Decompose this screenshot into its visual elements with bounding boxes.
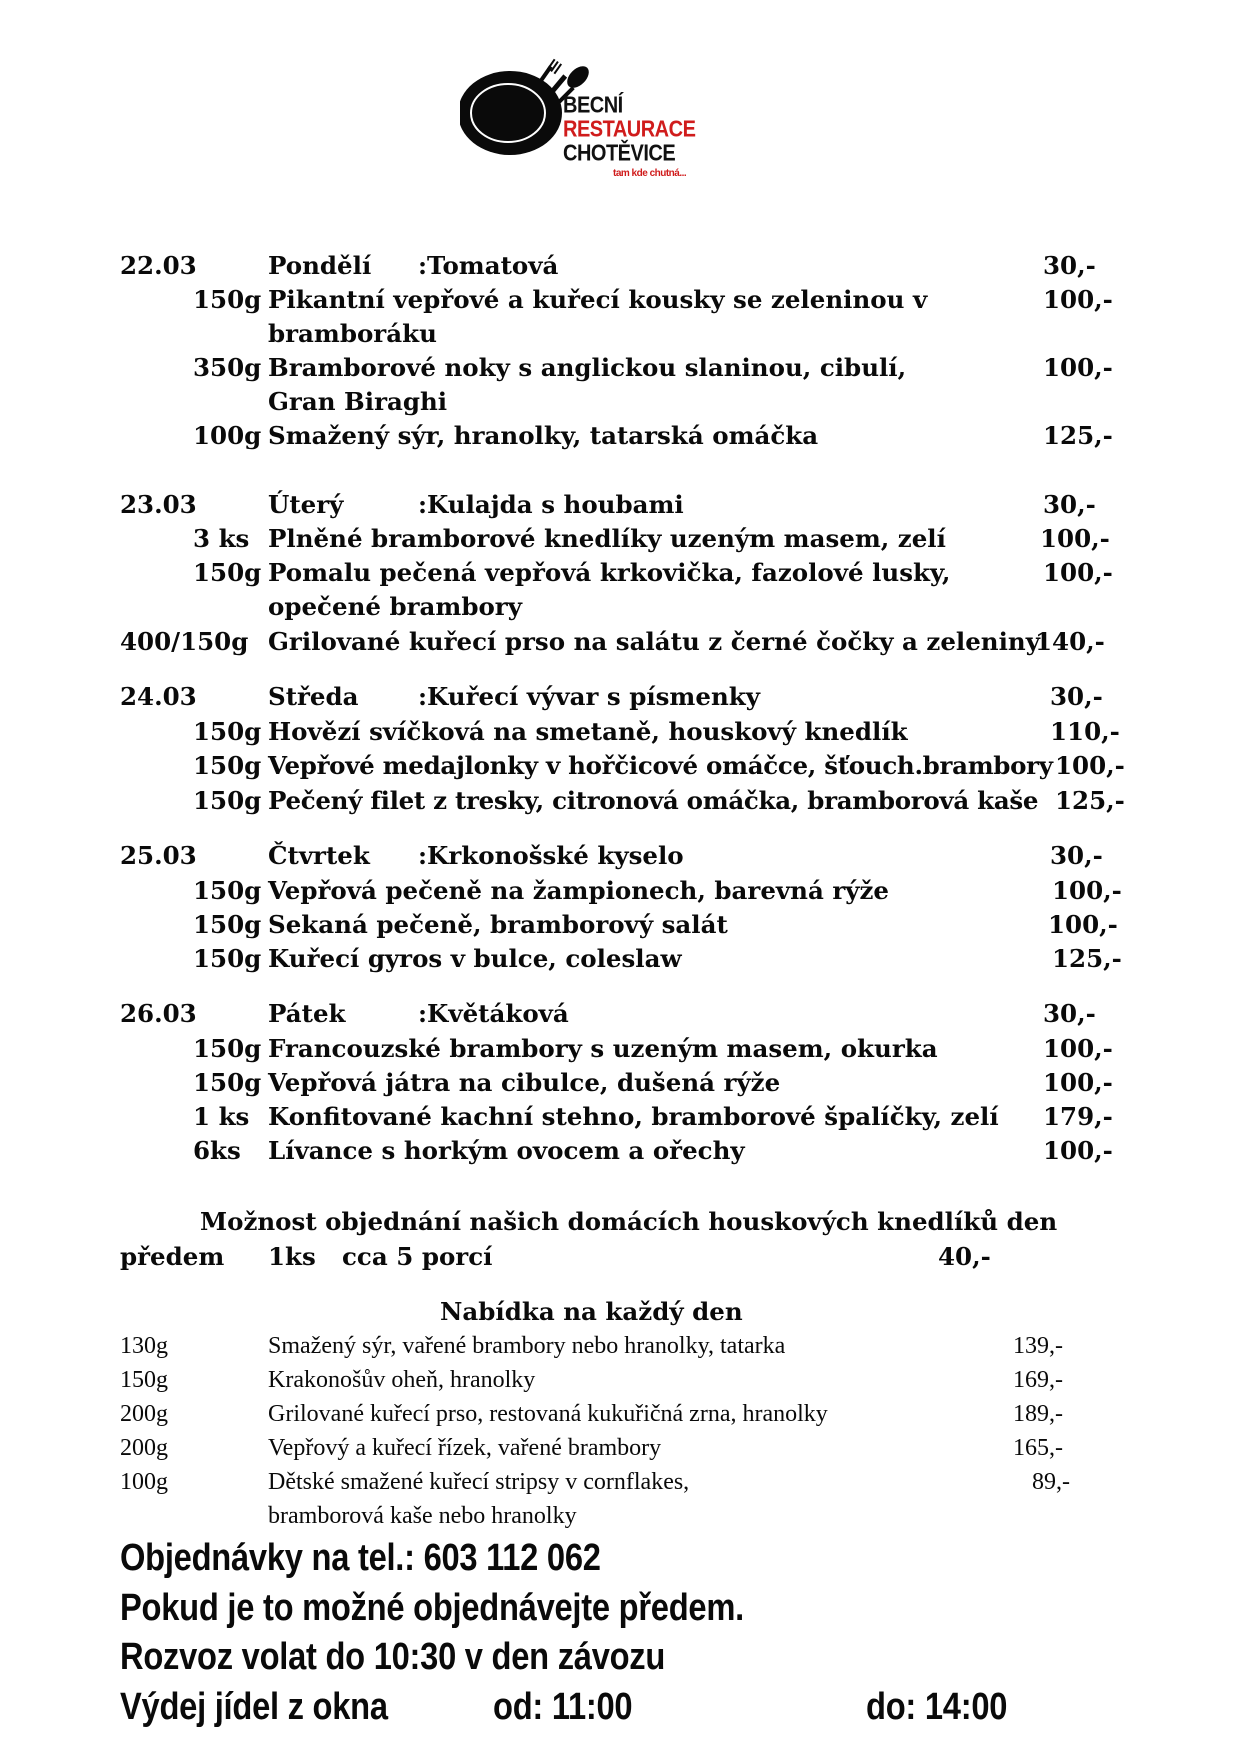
daily-qty: 100g: [120, 1469, 168, 1495]
day-date: 26.03: [120, 999, 197, 1028]
soup-price: 30,-: [1050, 682, 1103, 711]
item-qty: 6ks: [193, 1136, 241, 1165]
item-price: 100,-: [1043, 1068, 1113, 1097]
item-name: Hovězí svíčková na smetaně, houskový knedlík: [268, 717, 908, 746]
item-price: 125,-: [1052, 944, 1122, 973]
day-date: 24.03: [120, 682, 197, 711]
item-qty: 150g: [193, 751, 262, 780]
soup-name: :Květáková: [418, 999, 569, 1028]
item-qty: 150g: [193, 786, 262, 815]
item-price: 100,-: [1040, 524, 1110, 553]
item-name: Vepřová játra na cibulce, dušená rýže: [268, 1068, 781, 1097]
item-price: 110,-: [1050, 717, 1120, 746]
item-price: 140,-: [1035, 627, 1105, 656]
item-qty: 150g: [193, 285, 262, 314]
logo-line-1: BECNÍ: [563, 93, 623, 119]
item-price: 100,-: [1043, 1136, 1113, 1165]
pickup-to: do: 14:00: [866, 1686, 1008, 1728]
day-name: Čtvrtek: [268, 841, 370, 870]
item-qty: 150g: [193, 717, 262, 746]
item-price: 100,-: [1052, 876, 1122, 905]
item-name: Konfitované kachní stehno, bramborové špalíčky, zelí: [268, 1102, 999, 1131]
item-price: 125,-: [1055, 786, 1125, 815]
soup-price: 30,-: [1050, 841, 1103, 870]
soup-name: :Kuřecí vývar s písmenky: [418, 682, 760, 711]
item-qty: 150g: [193, 1034, 262, 1063]
daily-name: Dětské smažené kuřecí stripsy v cornflakes,: [268, 1469, 690, 1495]
item-name: Lívance s horkým ovocem a ořechy: [268, 1136, 745, 1165]
day-name: Úterý: [268, 490, 344, 519]
daily-qty: 200g: [120, 1401, 168, 1427]
day-date: 23.03: [120, 490, 197, 519]
item-name-cont: opečené brambory: [268, 592, 522, 621]
item-price: 100,-: [1055, 751, 1125, 780]
daily-price: 139,-: [1013, 1333, 1063, 1359]
item-name: Plněné bramborové knedlíky uzeným masem, zelí: [268, 524, 946, 553]
daily-name-cont: bramborová kaše nebo hranolky: [268, 1503, 577, 1529]
daily-qty: 150g: [120, 1367, 168, 1393]
day-date: 25.03: [120, 841, 197, 870]
day-name: Pondělí: [268, 251, 372, 280]
item-price: 100,-: [1043, 1034, 1113, 1063]
soup-name: :Krkonošské kyselo: [418, 841, 684, 870]
item-name-cont: bramboráku: [268, 319, 437, 348]
item-qty: 150g: [193, 944, 262, 973]
dumplings-portions: cca 5 porcí: [342, 1242, 493, 1271]
logo-tagline: tam kde chutná...: [613, 168, 687, 179]
dumplings-qty: 1ks: [268, 1242, 316, 1271]
pickup-label: Výdej jídel z okna: [120, 1686, 388, 1728]
item-name: Pomalu pečená vepřová krkovička, fazolové lusky,: [268, 558, 951, 587]
dumplings-price: 40,-: [938, 1242, 991, 1271]
item-name: Grilované kuřecí prso na salátu z černé čočky a zeleniny: [268, 627, 1040, 656]
item-price: 100,-: [1048, 910, 1118, 939]
item-name: Vepřová pečeně na žampionech, barevná rýže: [268, 876, 890, 905]
daily-price: 169,-: [1013, 1367, 1063, 1393]
item-qty: 150g: [193, 876, 262, 905]
item-name: Kuřecí gyros v bulce, coleslaw: [268, 944, 682, 973]
advance-order-line: Pokud je to možné objednávejte předem.: [120, 1587, 744, 1629]
item-price: 100,-: [1043, 353, 1113, 382]
daily-name: Vepřový a kuřecí řízek, vařené brambory: [268, 1435, 662, 1461]
daily-price: 165,-: [1013, 1435, 1063, 1461]
item-price: 179,-: [1043, 1102, 1113, 1131]
day-name: Středa: [268, 682, 359, 711]
day-date: 22.03: [120, 251, 197, 280]
item-name: Bramborové noky s anglickou slaninou, cibulí,: [268, 353, 907, 382]
delivery-line: Rozvoz volat do 10:30 v den závozu: [120, 1636, 666, 1678]
item-name-cont: Gran Biraghi: [268, 387, 448, 416]
item-qty: 400/150g: [120, 627, 249, 656]
daily-price: 189,-: [1013, 1401, 1063, 1427]
item-name: Pečený filet z tresky, citronová omáčka, bramborová kaše: [268, 786, 1039, 815]
item-qty: 1 ks: [193, 1102, 250, 1131]
item-name: Vepřové medajlonky v hořčicové omáčce, šťouch.brambory: [268, 751, 1053, 780]
day-name: Pátek: [268, 999, 346, 1028]
soup-name: :Tomatová: [418, 251, 559, 280]
item-qty: 3 ks: [193, 524, 250, 553]
soup-name: :Kulajda s houbami: [418, 490, 684, 519]
item-price: 100,-: [1043, 558, 1113, 587]
soup-price: 30,-: [1043, 999, 1096, 1028]
daily-qty: 130g: [120, 1333, 168, 1359]
logo-line-3: CHOTĚVICE: [563, 141, 676, 167]
pickup-from: od: 11:00: [493, 1686, 633, 1728]
daily-offer-title: Nabídka na každý den: [440, 1297, 743, 1326]
item-name: Sekaná pečeně, bramborový salát: [268, 910, 728, 939]
daily-price: 89,-: [1032, 1469, 1070, 1495]
item-qty: 150g: [193, 910, 262, 939]
item-name: Francouzské brambory s uzeným masem, okurka: [268, 1034, 938, 1063]
dumplings-predem: předem: [120, 1242, 225, 1271]
item-qty: 150g: [193, 1068, 262, 1097]
soup-price: 30,-: [1043, 251, 1096, 280]
daily-name: Krakonošův oheň, hranolky: [268, 1367, 536, 1393]
item-price: 125,-: [1043, 421, 1113, 450]
item-qty: 100g: [193, 421, 262, 450]
phone-line: Objednávky na tel.: 603 112 062: [120, 1537, 601, 1579]
item-qty: 350g: [193, 353, 262, 382]
restaurant-logo: [460, 55, 760, 185]
daily-name: Smažený sýr, vařené brambory nebo hranolky, tatarka: [268, 1333, 786, 1359]
item-name: Pikantní vepřové a kuřecí kousky se zeleninou v: [268, 285, 928, 314]
item-qty: 150g: [193, 558, 262, 587]
daily-name: Grilované kuřecí prso, restovaná kukuřičná zrna, hranolky: [268, 1401, 828, 1427]
item-name: Smažený sýr, hranolky, tatarská omáčka: [268, 421, 819, 450]
item-price: 100,-: [1043, 285, 1113, 314]
dumplings-line-1: Možnost objednání našich domácích houskových knedlíků den: [200, 1207, 1058, 1236]
daily-qty: 200g: [120, 1435, 168, 1461]
soup-price: 30,-: [1043, 490, 1096, 519]
logo-line-2: RESTAURACE: [563, 117, 696, 143]
